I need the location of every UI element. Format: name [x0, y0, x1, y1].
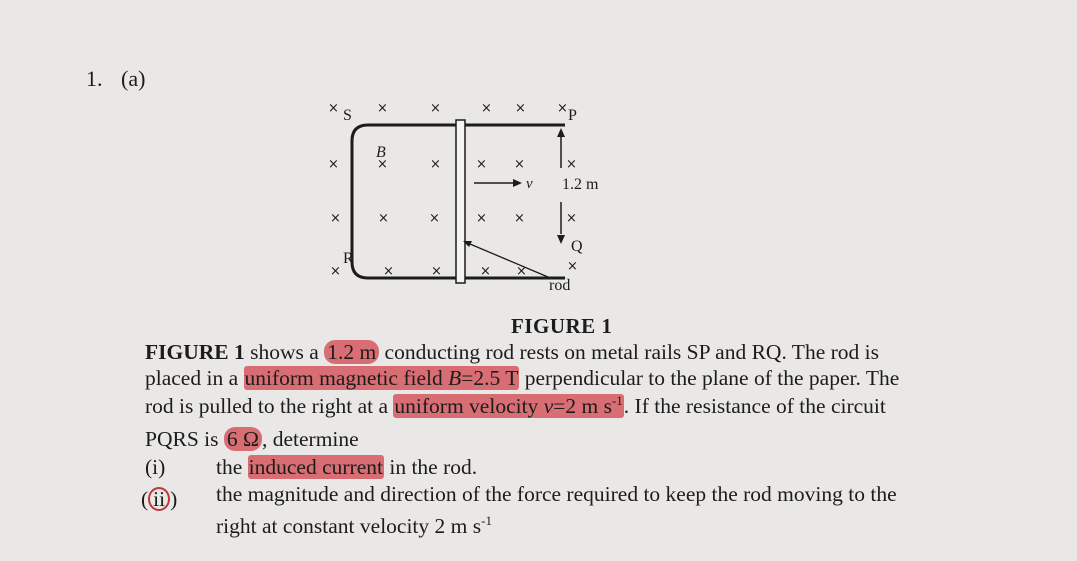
label-P: P [568, 107, 577, 124]
item-i-text: the induced current in the rod. [216, 455, 478, 479]
svg-text:×: × [566, 211, 577, 226]
label-rod: rod [549, 277, 571, 294]
label-length: 1.2 m [562, 176, 599, 193]
svg-text:×: × [430, 157, 441, 172]
question-number: 1. [86, 66, 103, 91]
magnetic-field-crosses [328, 101, 578, 279]
highlight-field: uniform magnetic field B=2.5 T [244, 366, 519, 390]
rod [456, 120, 465, 283]
label-S: S [343, 107, 352, 124]
item-ii-text-line-1: the magnitude and direction of the force required to keep the rod moving to the [216, 482, 897, 506]
svg-text:×: × [516, 264, 527, 279]
svg-text:×: × [378, 211, 389, 226]
svg-text:×: × [377, 101, 388, 116]
svg-text:×: × [430, 101, 441, 116]
svg-text:×: × [476, 157, 487, 172]
highlight-velocity: uniform velocity v=2 m $s^{-1}$ [394, 393, 623, 419]
figure-caption: FIGURE 1 [511, 314, 613, 338]
svg-text:×: × [515, 101, 526, 116]
svg-text:×: × [330, 211, 341, 226]
svg-text:×: × [481, 101, 492, 116]
item-ii-text-line-2: right at constant velocity 2 m $s^{-1}$ [216, 513, 492, 539]
svg-text:×: × [557, 101, 568, 116]
label-Q: Q [571, 238, 583, 255]
svg-text:×: × [566, 157, 577, 172]
paragraph-line-2: placed in a uniform magnetic field B=2.5 T perpendicular to the plane of the paper. The [145, 366, 900, 390]
question-part: (a) [121, 66, 146, 91]
svg-text:×: × [480, 264, 491, 279]
svg-text:×: × [377, 157, 388, 172]
svg-text:×: × [328, 157, 339, 172]
svg-text:×: × [330, 264, 341, 279]
label-B: B [376, 144, 386, 161]
label-v: v [526, 176, 533, 192]
item-ii-label: ( ii ) [141, 487, 178, 511]
paragraph-line-4: PQRS is 6 Ω , determine [145, 427, 359, 451]
svg-text:×: × [328, 101, 339, 116]
label-R: R [343, 250, 354, 267]
paragraph-line-1: FIGURE 1 shows a 1.2 m conducting rod rests on metal rails SP and RQ. The rod is [145, 340, 879, 364]
svg-text:×: × [514, 211, 525, 226]
svg-text:×: × [431, 264, 442, 279]
svg-text:×: × [383, 264, 394, 279]
svg-text:×: × [476, 211, 487, 226]
item-i-label: (i) [145, 455, 166, 479]
svg-text:×: × [514, 157, 525, 172]
velocity-arrow [513, 179, 522, 187]
svg-text:×: × [429, 211, 440, 226]
svg-text:×: × [567, 259, 578, 274]
paragraph-line-3: rod is pulled to the right at a uniform velocity v=2 m $s^{-1}$. If the resistance of the circuit [145, 393, 886, 419]
